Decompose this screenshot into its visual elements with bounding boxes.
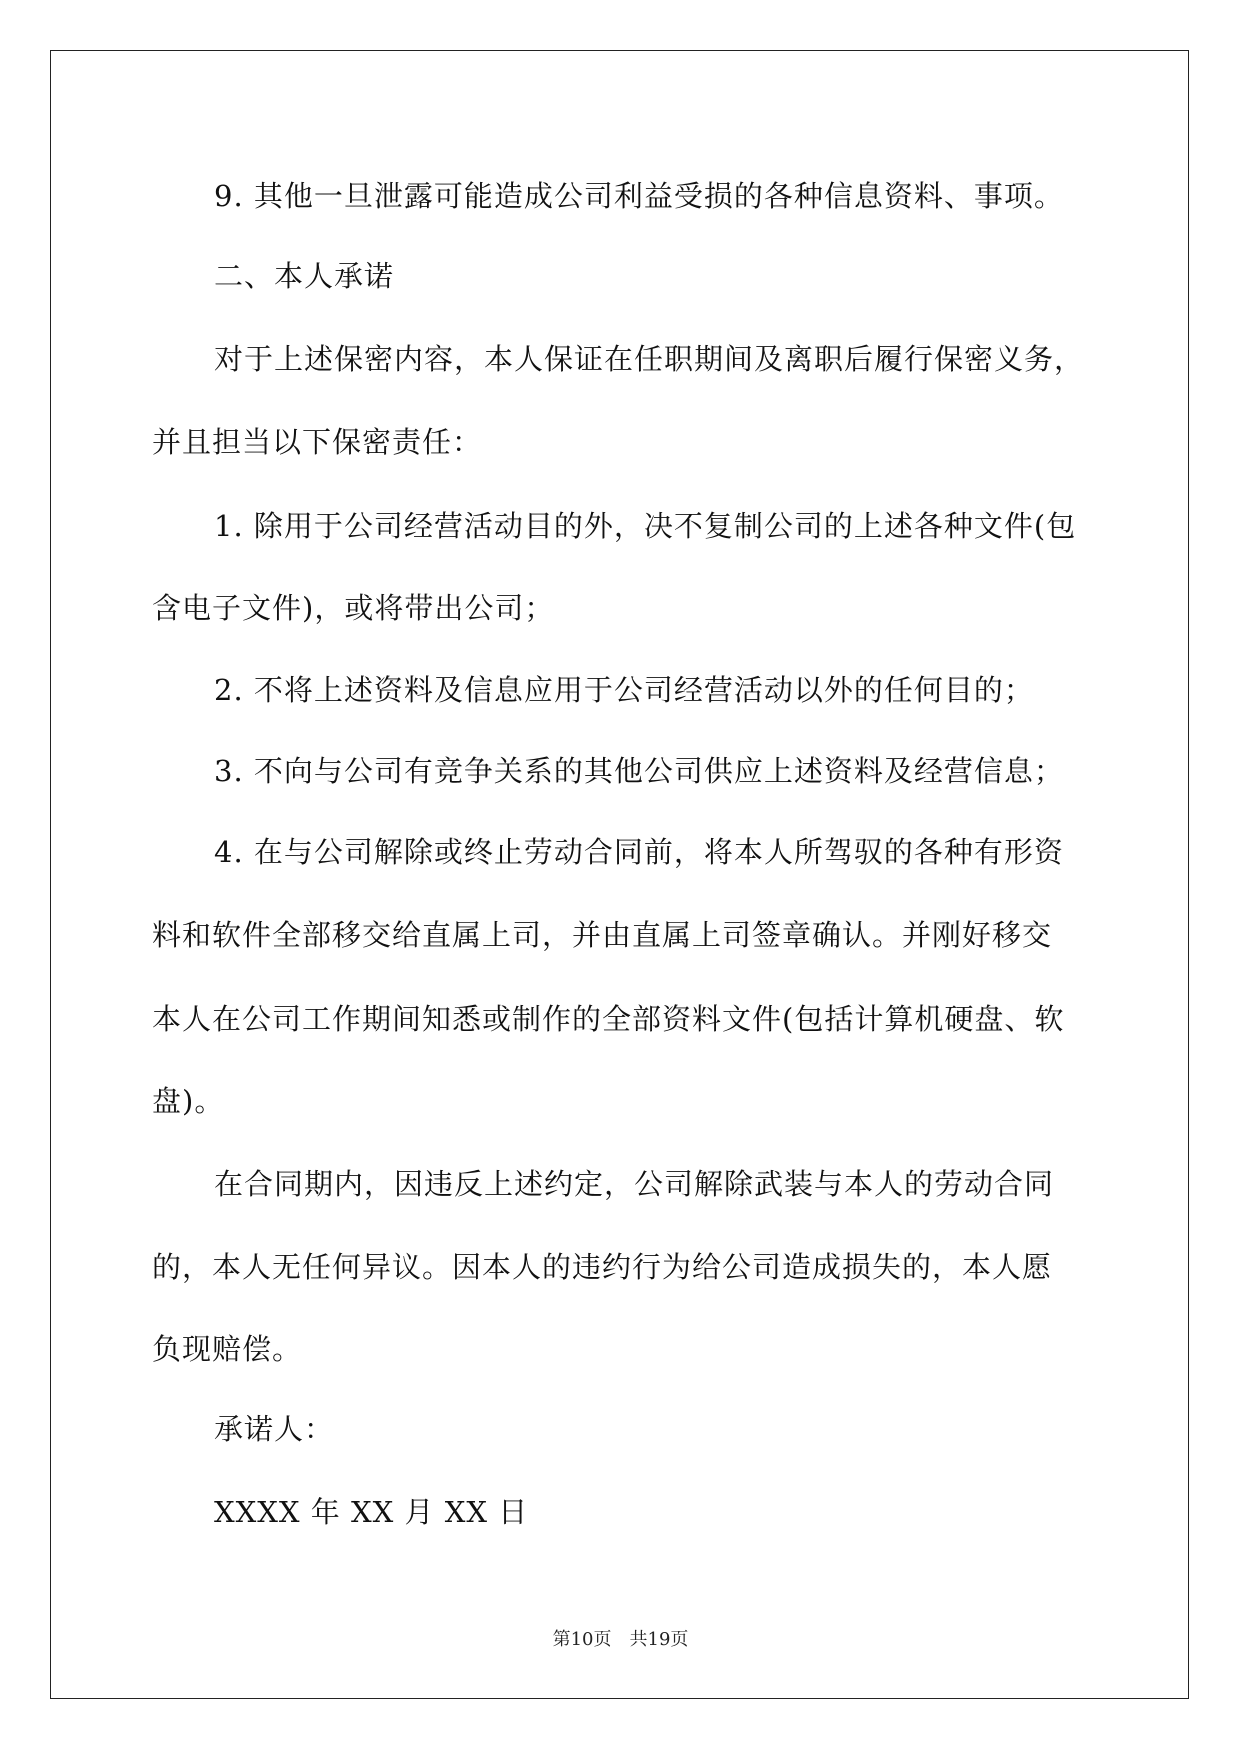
text-line: 4. 在与公司解除或终止劳动合同前，将本人所驾驭的各种有形资 — [214, 835, 1064, 869]
text-line: 3. 不向与公司有竞争关系的其他公司供应上述资料及经营信息； — [214, 754, 1064, 788]
date-line: XXXX 年 XX 月 XX 日 — [214, 1495, 529, 1529]
text-line: 的，本人无任何异议。因本人的违约行为给公司造成损失的，本人愿 — [152, 1250, 1053, 1284]
signer-label: 承诺人： — [214, 1412, 335, 1446]
text-line: 9. 其他一旦泄露可能造成公司利益受损的各种信息资料、事项。 — [214, 179, 1064, 213]
text-line: 盘)。 — [152, 1084, 225, 1118]
text-line: 并且担当以下保密责任： — [152, 425, 483, 459]
text-line: 在合同期内，因违反上述约定，公司解除武装与本人的劳动合同 — [214, 1167, 1055, 1201]
text-line: 负现赔偿。 — [152, 1332, 303, 1366]
text-line: 含电子文件)，或将带出公司； — [152, 591, 555, 625]
text-line: 2. 不将上述资料及信息应用于公司经营活动以外的任何目的； — [214, 673, 1034, 707]
section-heading: 二、本人承诺 — [214, 259, 395, 293]
text-line: 本人在公司工作期间知悉或制作的全部资料文件(包括计算机硬盘、软 — [152, 1002, 1065, 1036]
text-line: 对于上述保密内容，本人保证在任职期间及离职后履行保密义务， — [214, 342, 1085, 376]
text-line: 料和软件全部移交给直属上司，并由直属上司签章确认。并刚好移交 — [152, 918, 1053, 952]
page-frame — [50, 50, 1189, 1699]
text-line: 1. 除用于公司经营活动目的外，决不复制公司的上述各种文件(包 — [214, 509, 1077, 543]
page-number: 第10页 共19页 — [552, 1629, 689, 1650]
